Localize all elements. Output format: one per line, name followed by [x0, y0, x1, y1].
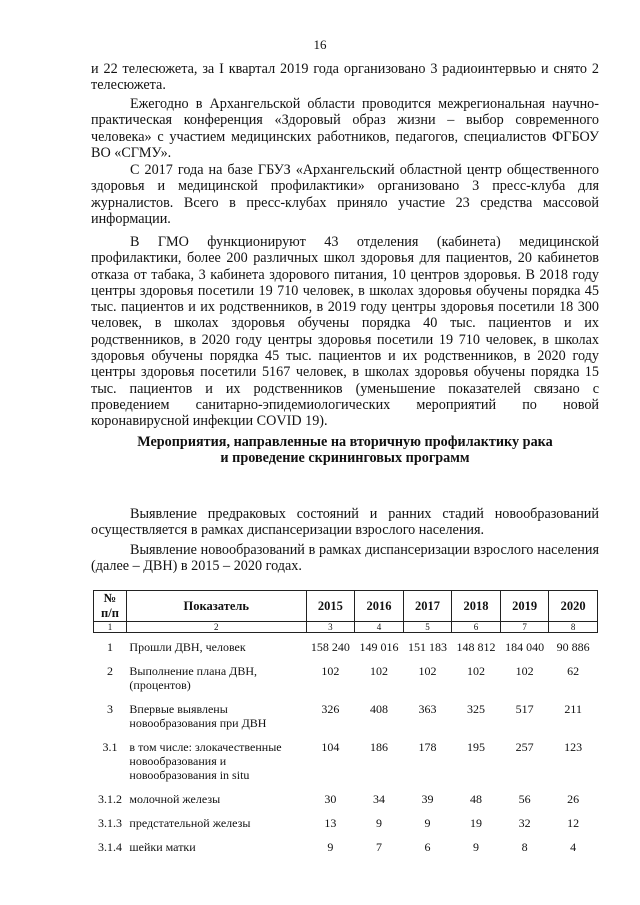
row-value: 62 — [567, 664, 580, 678]
page-number: 16 — [313, 37, 327, 52]
row-value: 26 — [567, 792, 580, 806]
header-year: 2015 — [306, 591, 355, 622]
column-number: 1 — [94, 622, 127, 633]
row-value: 211 — [564, 702, 582, 716]
row-value: 408 — [369, 702, 388, 716]
paragraph-continuation: и 22 телесюжета, за I квартал 2019 года организовано 3 радиоинтервью и снято 2 телесюжета. — [91, 61, 599, 94]
paragraph-conference: Ежегодно в Архангельской области проводится межрегиональная научно-практическая конференция «Здоровый образ жизни – выбор современного человека» с участием медицинских работников, педагогов, специалистов ФГБОУ ВО «СГМУ». — [91, 96, 599, 161]
column-number: 5 — [403, 622, 452, 633]
row-label: в том числе: злокачественные новообразования и новообразования in situ — [129, 740, 282, 782]
table-row — [94, 633, 598, 655]
section-heading — [91, 434, 599, 467]
table-row — [94, 830, 598, 854]
row-value: 9 — [327, 840, 334, 854]
row-value: 6 — [424, 840, 431, 854]
header-indicator: Показатель — [126, 591, 306, 622]
row-value: 148 812 — [456, 640, 496, 654]
row-label: предстательной железы — [129, 816, 251, 830]
header-year: 2018 — [452, 591, 501, 622]
paragraph-precancer: Выявление предраковых состояний и ранних стадий новообразований осуществляется в рамках диспансеризации взрослого населения. — [91, 506, 599, 539]
table-row — [94, 806, 598, 830]
row-number: 3.1.4 — [97, 840, 122, 854]
row-value: 102 — [369, 664, 388, 678]
row-value: 195 — [467, 740, 486, 754]
row-value: 186 — [369, 740, 388, 754]
row-value: 13 — [324, 816, 337, 830]
table-row — [94, 782, 598, 806]
column-number: 7 — [500, 622, 549, 633]
row-number: 1 — [106, 640, 113, 654]
row-value: 9 — [473, 840, 480, 854]
row-value: 123 — [564, 740, 583, 754]
section-heading-line-1: Мероприятия, направленные на вторичную профилактику рака — [137, 434, 553, 450]
row-value: 363 — [418, 702, 437, 716]
row-value: 56 — [518, 792, 531, 806]
column-number: 6 — [452, 622, 501, 633]
row-label: Выполнение плана ДВН, (процентов) — [129, 664, 257, 692]
row-value: 257 — [515, 740, 534, 754]
row-value: 325 — [467, 702, 486, 716]
row-number: 3 — [106, 702, 113, 716]
paragraph-prevention-units: В ГМО функционируют 43 отделения (кабинета) медицинской профилактики, более 200 различных школ здоровья для пациентов, 20 кабинетов отказа от табака, 3 кабинета здорового питания, 10 центров здоровья. В 2018 году центры здоровья посетили 19 710 человек, в школах здоровья обучены порядка 45 тыс. пациентов и их родственников, в 2019 году центры здоровья посетили 18 300 человек, в школах здоровья обучены порядка 40 тыс. пациентов и их родственников, в 2020 году центры здоровья посетили 19 710 человек, в школах здоровья обучены порядка 45 тыс. пациентов и их родственников, в 2020 году центры здоровья посетили 5167 человек, в школах здоровья обучены порядка 15 тыс. пациентов и их родственников (уменьшение показателей связано с проведением санитарно-эпидемиологических мероприятий по новой коронавирусной инфекции COVID 19). — [91, 234, 599, 430]
row-value: 9 — [375, 816, 382, 830]
header-num: № п/п — [94, 591, 127, 622]
row-value: 34 — [372, 792, 385, 806]
table-header-row — [94, 591, 598, 622]
header-year: 2019 — [500, 591, 549, 622]
section-heading-line-2: и проведение скрининговых программ — [220, 450, 470, 467]
row-value: 12 — [567, 816, 580, 830]
row-value: 149 016 — [359, 640, 399, 654]
row-number: 3.1.3 — [97, 816, 122, 830]
row-value: 19 — [470, 816, 483, 830]
row-value: 102 — [515, 664, 534, 678]
header-year: 2020 — [549, 591, 598, 622]
row-number: 3.1.2 — [97, 792, 122, 806]
header-year: 2017 — [403, 591, 452, 622]
row-value: 517 — [515, 702, 534, 716]
row-value: 7 — [375, 840, 382, 854]
row-value: 102 — [321, 664, 340, 678]
table-row — [94, 730, 598, 782]
row-label: шейки матки — [129, 840, 196, 854]
row-number: 2 — [106, 664, 113, 678]
table-column-number-row — [94, 622, 598, 633]
column-number: 4 — [355, 622, 404, 633]
row-value: 90 886 — [556, 640, 590, 654]
row-value: 4 — [570, 840, 577, 854]
row-label: Впервые выявлены новообразования при ДВН — [129, 702, 267, 730]
paragraph-table-caption: Выявление новообразований в рамках диспансеризации взрослого населения (далее – ДВН) в 2015 – 2020 годах. — [91, 542, 599, 575]
row-value: 8 — [521, 840, 528, 854]
column-number: 3 — [306, 622, 355, 633]
row-value: 102 — [418, 664, 437, 678]
table-row — [94, 692, 598, 730]
row-value: 48 — [470, 792, 483, 806]
row-value: 32 — [518, 816, 531, 830]
row-value: 102 — [467, 664, 486, 678]
paragraph-press-club: С 2017 года на базе ГБУЗ «Архангельский областной центр общественного здоровья и медицинской профилактики» организовано 3 пресс-клуба для журналистов. Всего в пресс-клубах приняло участие 23 средства массовой информации. — [91, 162, 599, 227]
row-value: 178 — [418, 740, 437, 754]
row-label: Прошли ДВН, человек — [129, 640, 246, 654]
row-value: 184 040 — [505, 640, 545, 654]
row-value: 104 — [321, 740, 340, 754]
row-value: 9 — [424, 816, 431, 830]
row-value: 151 183 — [407, 640, 447, 654]
column-number: 8 — [549, 622, 598, 633]
row-value: 30 — [324, 792, 337, 806]
row-value: 39 — [421, 792, 434, 806]
table-row — [94, 654, 598, 692]
row-number: 3.1 — [102, 740, 118, 754]
header-year: 2016 — [355, 591, 404, 622]
column-number: 2 — [126, 622, 306, 633]
row-value: 326 — [321, 702, 340, 716]
row-value: 158 240 — [310, 640, 350, 654]
dvn-table — [93, 590, 598, 854]
row-label: молочной железы — [129, 792, 221, 806]
